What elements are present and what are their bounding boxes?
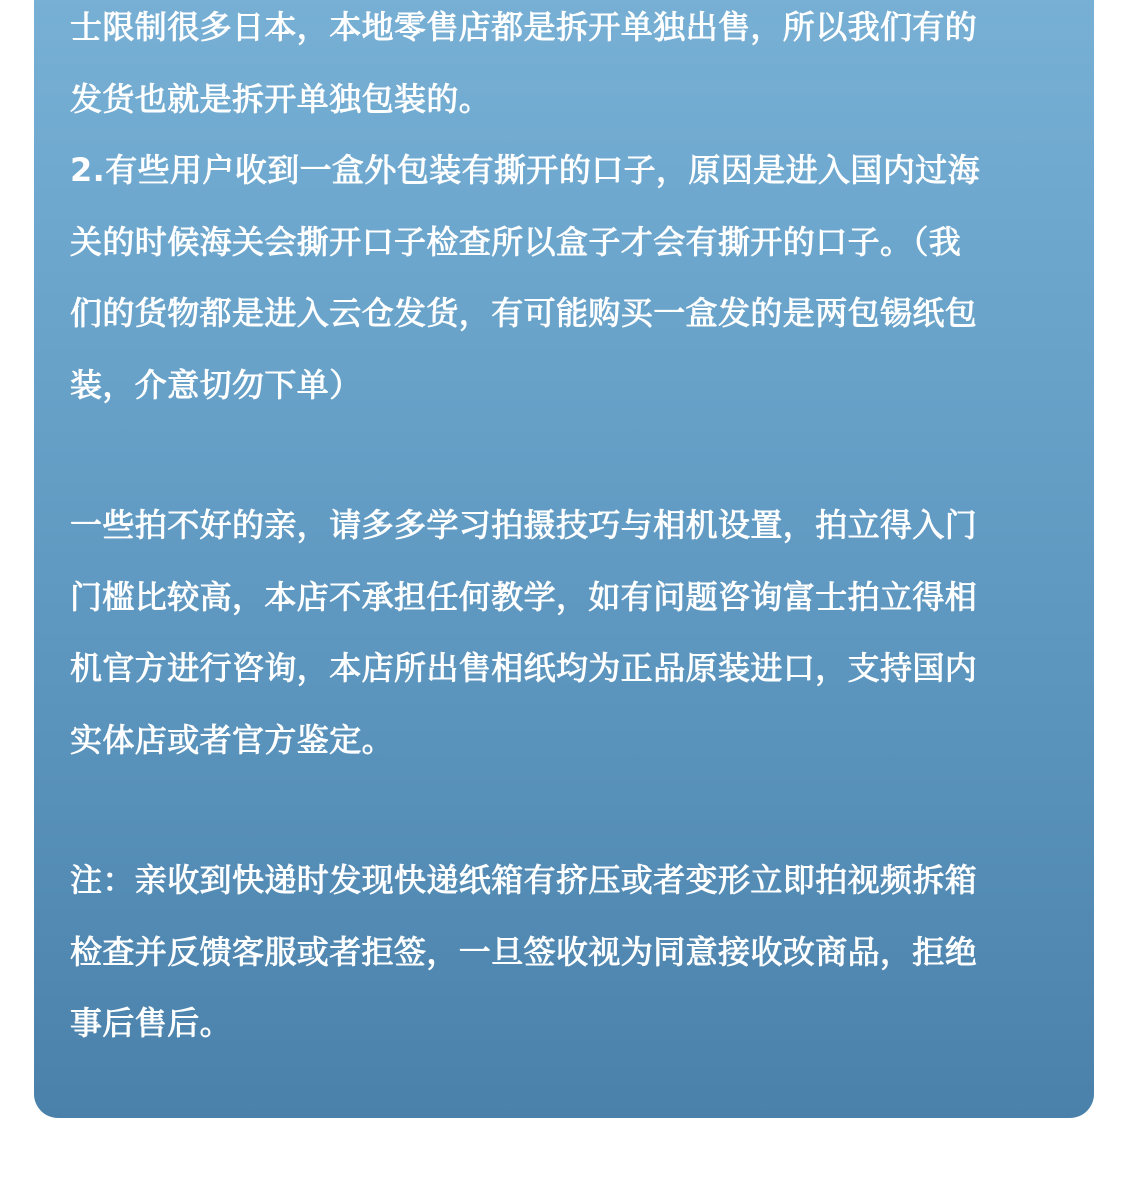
notice-paragraph-photography [70, 490, 1070, 776]
text-line: 检查并反馈客服或者拒签，一旦签收视为同意接收改商品，拒绝 [70, 932, 978, 971]
text-line: 关的时候海关会撕开口子检查所以盒子才会有撕开的口子。（我 [70, 222, 962, 261]
text-line: 发货也就是拆开单独包装的。 [70, 79, 492, 118]
text-line: 事后售后。 [70, 1004, 233, 1042]
text-line: 机官方进行咨询，本店所出售相纸均为正品原装进口，支持国内 [70, 649, 978, 687]
text-line: 们的货物都是进入云仓发货，有可能购买一盒发的是两包锡纸包 [70, 294, 978, 332]
text-line: 2.有些用户收到一盒外包装有撕开的口子，原因是进入国内过海 [70, 151, 981, 189]
notice-paragraph-shipping [70, 0, 1070, 421]
text-line: 士限制很多日本，本地零售店都是拆开单独出售，所以我们有的 [70, 8, 978, 46]
text-line: 装，介意切勿下单） [70, 365, 362, 404]
text-line: 一些拍不好的亲，请多多学习拍摄技巧与相机设置，拍立得入门 [70, 506, 978, 544]
notice-paragraph-delivery [70, 845, 1070, 1060]
text-line: 实体店或者官方鉴定。 [70, 720, 395, 759]
text-line: 注：亲收到快递时发现快递纸箱有挤压或者变形立即拍视频拆箱 [70, 861, 978, 899]
text-line: 门槛比较高，本店不承担任何教学，如有问题咨询富士拍立得相 [70, 577, 978, 616]
